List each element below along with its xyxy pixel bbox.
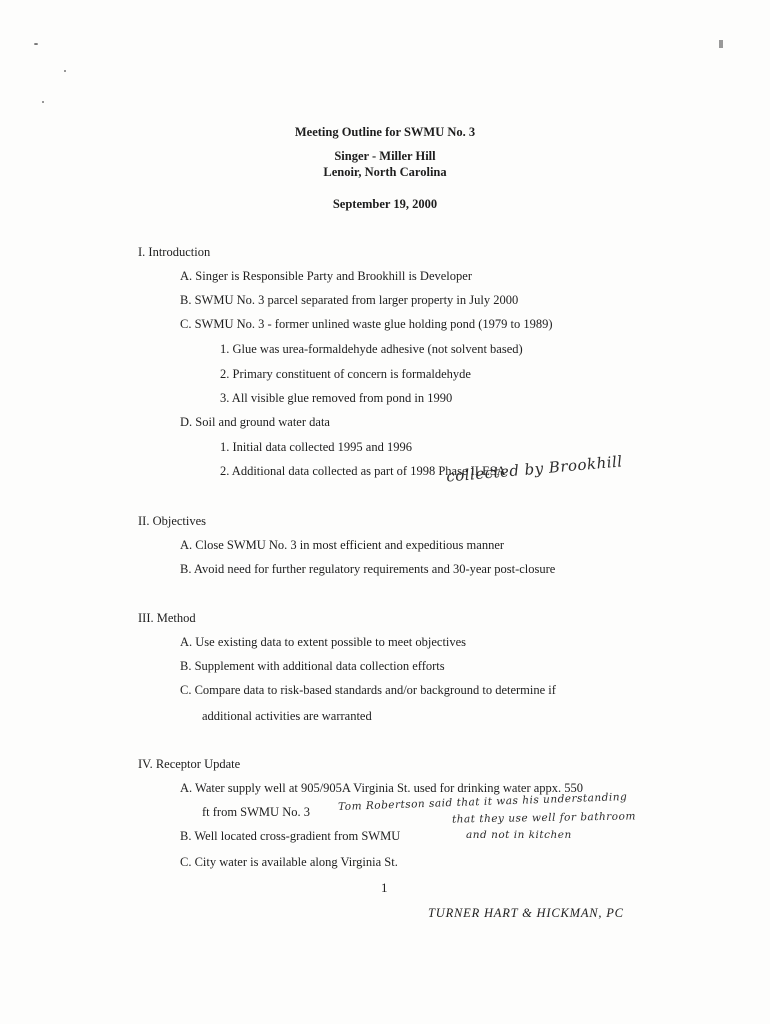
outline-subitem: 1. Initial data collected 1995 and 1996 bbox=[220, 440, 412, 454]
scan-speck bbox=[64, 70, 66, 72]
section-heading-introduction: I. Introduction bbox=[138, 245, 211, 259]
outline-item: C. Compare data to risk-based standards and/or background to determine if bbox=[180, 683, 556, 697]
scan-speck bbox=[719, 40, 723, 48]
handwritten-note-collected: collected by Brookhill bbox=[445, 452, 624, 486]
document-title: Meeting Outline for SWMU No. 3 bbox=[294, 125, 476, 139]
outline-subitem: 2. Primary constituent of concern is formaldehyde bbox=[220, 367, 471, 381]
outline-subitem: 2. Additional data collected as part of 1998 Phase II ESA bbox=[220, 464, 506, 478]
site-name: Singer - Miller Hill bbox=[334, 149, 436, 163]
outline-subitem: 1. Glue was urea-formaldehyde adhesive (not solvent based) bbox=[220, 342, 523, 356]
section-heading-objectives: II. Objectives bbox=[138, 514, 207, 528]
handwritten-note-line: Tom Robertson said that it was his understanding bbox=[337, 790, 628, 814]
page-number: 1 bbox=[381, 880, 388, 895]
outline-item: A. Close SWMU No. 3 in most efficient and expeditious manner bbox=[180, 538, 505, 552]
scan-speck bbox=[42, 101, 44, 103]
outline-item: A. Water supply well at 905/905A Virginia St. used for drinking water appx. 550 bbox=[180, 781, 584, 795]
outline-subitem: 3. All visible glue removed from pond in 1990 bbox=[220, 391, 453, 405]
scan-speck bbox=[34, 43, 38, 45]
handwritten-note-line: that they use well for bathroom bbox=[451, 810, 636, 826]
outline-item: B. Avoid need for further regulatory requirements and 30-year post-closure bbox=[180, 562, 556, 576]
site-location: Lenoir, North Carolina bbox=[323, 165, 447, 179]
meeting-date: September 19, 2000 bbox=[332, 197, 438, 211]
outline-item: C. SWMU No. 3 - former unlined waste glue holding pond (1979 to 1989) bbox=[180, 317, 553, 331]
outline-item: C. City water is available along Virginia St. bbox=[180, 855, 398, 869]
outline-item-continuation: additional activities are warranted bbox=[202, 709, 372, 723]
outline-item: B. Supplement with additional data collection efforts bbox=[180, 659, 445, 673]
outline-item-continuation: ft from SWMU No. 3 bbox=[202, 805, 310, 819]
outline-item: D. Soil and ground water data bbox=[180, 415, 330, 429]
outline-item: B. SWMU No. 3 parcel separated from larger property in July 2000 bbox=[180, 293, 519, 307]
outline-item: A. Singer is Responsible Party and Brookhill is Developer bbox=[180, 269, 472, 283]
section-heading-method: III. Method bbox=[138, 611, 196, 625]
handwritten-note-line: and not in kitchen bbox=[466, 829, 572, 841]
outline-item: B. Well located cross-gradient from SWMU bbox=[180, 829, 401, 843]
outline-item: A. Use existing data to extent possible to meet objectives bbox=[180, 635, 467, 649]
firm-name: TURNER HART & HICKMAN, PC bbox=[428, 906, 624, 920]
section-heading-receptor-update: IV. Receptor Update bbox=[138, 757, 241, 771]
